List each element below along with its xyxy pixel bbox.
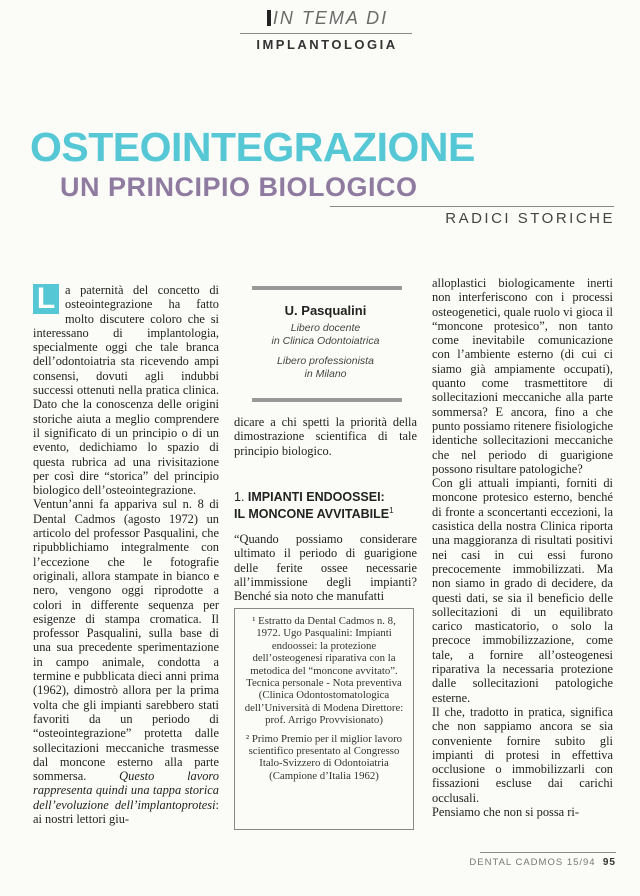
rubric-divider (240, 33, 412, 34)
rubric-subtitle: IMPLANTOLOGIA (256, 37, 398, 52)
title-divider (330, 206, 614, 207)
rubric-title (240, 8, 415, 29)
author-box-bottom-rule (252, 398, 402, 402)
footnote-1: ¹ Estratto da Dental Cadmos n. 8, 1972. Ugo Pasqualini: Impianti endoossei: la protezione dell’osteogenesi riparativa con la metodica del “moncone avvitato”. Tecnica personale - Nota preventiva (Clinica Odontostomatologica dell’Università di Modena Direttore: prof. Arrigo Provvisionato) (244, 615, 404, 727)
author-role-1b: in Clinica Odontoiatrica (271, 335, 380, 347)
body-text: Ventun’anni fa appariva sul n. 8 di Dental Cadmos (agosto 1972) un articolo del professor Pasqualini, che ripubblichiamo integralmente con l’eccezione che le fotografie originali, allora stampate in bianco e nero, vengono oggi riprodotte a colori in differente sequenza per esigenze di stampa cromatica. Il professor Pasqualini, sulla base di una sua precedente sperimentazione in campo animale, condotta a termine e pubblicata dieci anni prima (1962), dimostrò allora per la prima volta che gli impianti sarebbero stati favoriti da un periodo di “osteointegrazione” protetta dalle sollecitazioni meccaniche trasmesse dal moncone esterno alla parte sommersa. (33, 497, 219, 784)
footer-divider (480, 852, 616, 853)
page-footer (440, 857, 616, 868)
intro-text: a paternità del concetto di osteointegrazione ha fatto molto discutere coloro che si interessano di implantologia, specialmente oggi che tale branca dell’odontoiatria sta ricevendo ampi consensi, dovuti agli indubbi successi ottenuti nella pratica clinica. Dato che la conoscenza delle origini storiche aiuta a meglio comprendere il significato di un principio o di un evento, dedichiamo lo spazio di questa rubrica ad una rivisitazione per così dire “storica” del principio biologico dell’osteointegrazione. (33, 283, 219, 498)
column-1 (33, 283, 219, 826)
section-heading (234, 490, 424, 521)
footnote-2: ² Primo Premio per il miglior lavoro scientifico presentato al Congresso Italo-Svizzero di Odontoiatria (Campione d’Italia 1962) (245, 732, 403, 782)
author-name: U. Pasqualini (284, 303, 367, 318)
rubric-prefix: I (272, 8, 280, 28)
body-text-end: : ai nostri lettori giu- (33, 797, 219, 826)
col3-paragraph-1: alloplastici biologicamente inerti non interferiscono con i processi osteogenetici, quale ruolo vi gioca il “moncone protesico”, non tanto come inevitabile comunicazione con l’ambiente esterno (di cui ci siamo già ampiamente occupati), quanto come trasmettitore di sollecitazioni meccaniche alla parte sommersa? E ancora, fino a che punto possiamo ritenere fisiologiche identiche sollecitazioni meccaniche che nel periodo di guarigione possono risultare patologiche? (432, 276, 613, 476)
col3-paragraph-2: Con gli attuali impianti, forniti di moncone protesico esterno, benché di fronte a sconcertanti eccezioni, la casistica della nostra Clinica riporta una maggioranza di risultati positivi nei casi in cui essi furono precocemente immobilizzati. Ma non siamo in grado di decidere, da questi dati, se sia il beneficio delle sollecitazioni di un equilibrato carico masticatorio, o solo la precoce immobilizzazione, come tale, a fornire all’osteogenesi riparativa la necessaria protezione dalle sollecitazioni patologiche esterne. (432, 476, 613, 705)
drop-cap: L (33, 284, 59, 314)
heading-line-2: IL MONCONE AVVITABILE (234, 507, 390, 522)
heading-line-1: IMPIANTI ENDOOSSEI: (247, 490, 385, 504)
author-role-2b: in Milano (304, 368, 347, 380)
footnote-box (234, 608, 414, 830)
section-label: RADICI STORICHE (445, 210, 615, 227)
column-2-continuation (234, 415, 417, 458)
body-paragraph (33, 497, 219, 826)
col3-paragraph-4: Pensiamo che non si possa ri- (432, 804, 579, 819)
article-title: OSTEOINTEGRAZIONE (30, 124, 475, 170)
heading-number: 1. (234, 490, 248, 504)
continuation-text: dicare a chi spetti la priorità della dimostrazione scientifica di tale principio biologico. (234, 415, 417, 458)
page-number: 95 (602, 857, 616, 868)
rubric-bar-icon (267, 10, 271, 26)
column-2-body (234, 532, 417, 603)
heading-footnote-ref: 1 (389, 506, 394, 515)
body-italic-text: Questo lavoro rappresenta quindi una tappa storica dell’evoluzione dell’implantoprotesi (33, 769, 219, 812)
author-box-top-rule (252, 286, 402, 290)
author-role-2a: Libero professionista (277, 355, 374, 367)
quote-text: “Quando possiamo considerare ultimato il periodo di guarigione delle ferite ossee necessarie all’immissione degli impianti? Benché sia noto che manufatti (234, 532, 417, 604)
col3-paragraph-3: Il che, tradotto in pratica, significa che non sappiamo ancora se sia conveniente fornire subito gli impianti di protesi in effettiva occlusione o immobilizzarli con fissazioni escluse dai carichi occlusali. (432, 704, 613, 805)
author-role-1a: Libero docente (290, 322, 361, 334)
journal-name: DENTAL CADMOS 15/94 (469, 857, 596, 868)
rubric-rest: N TEMA DI (279, 8, 389, 28)
article-subtitle: UN PRINCIPIO BIOLOGICO (60, 172, 418, 202)
intro-paragraph (33, 283, 219, 497)
column-3 (432, 276, 613, 819)
